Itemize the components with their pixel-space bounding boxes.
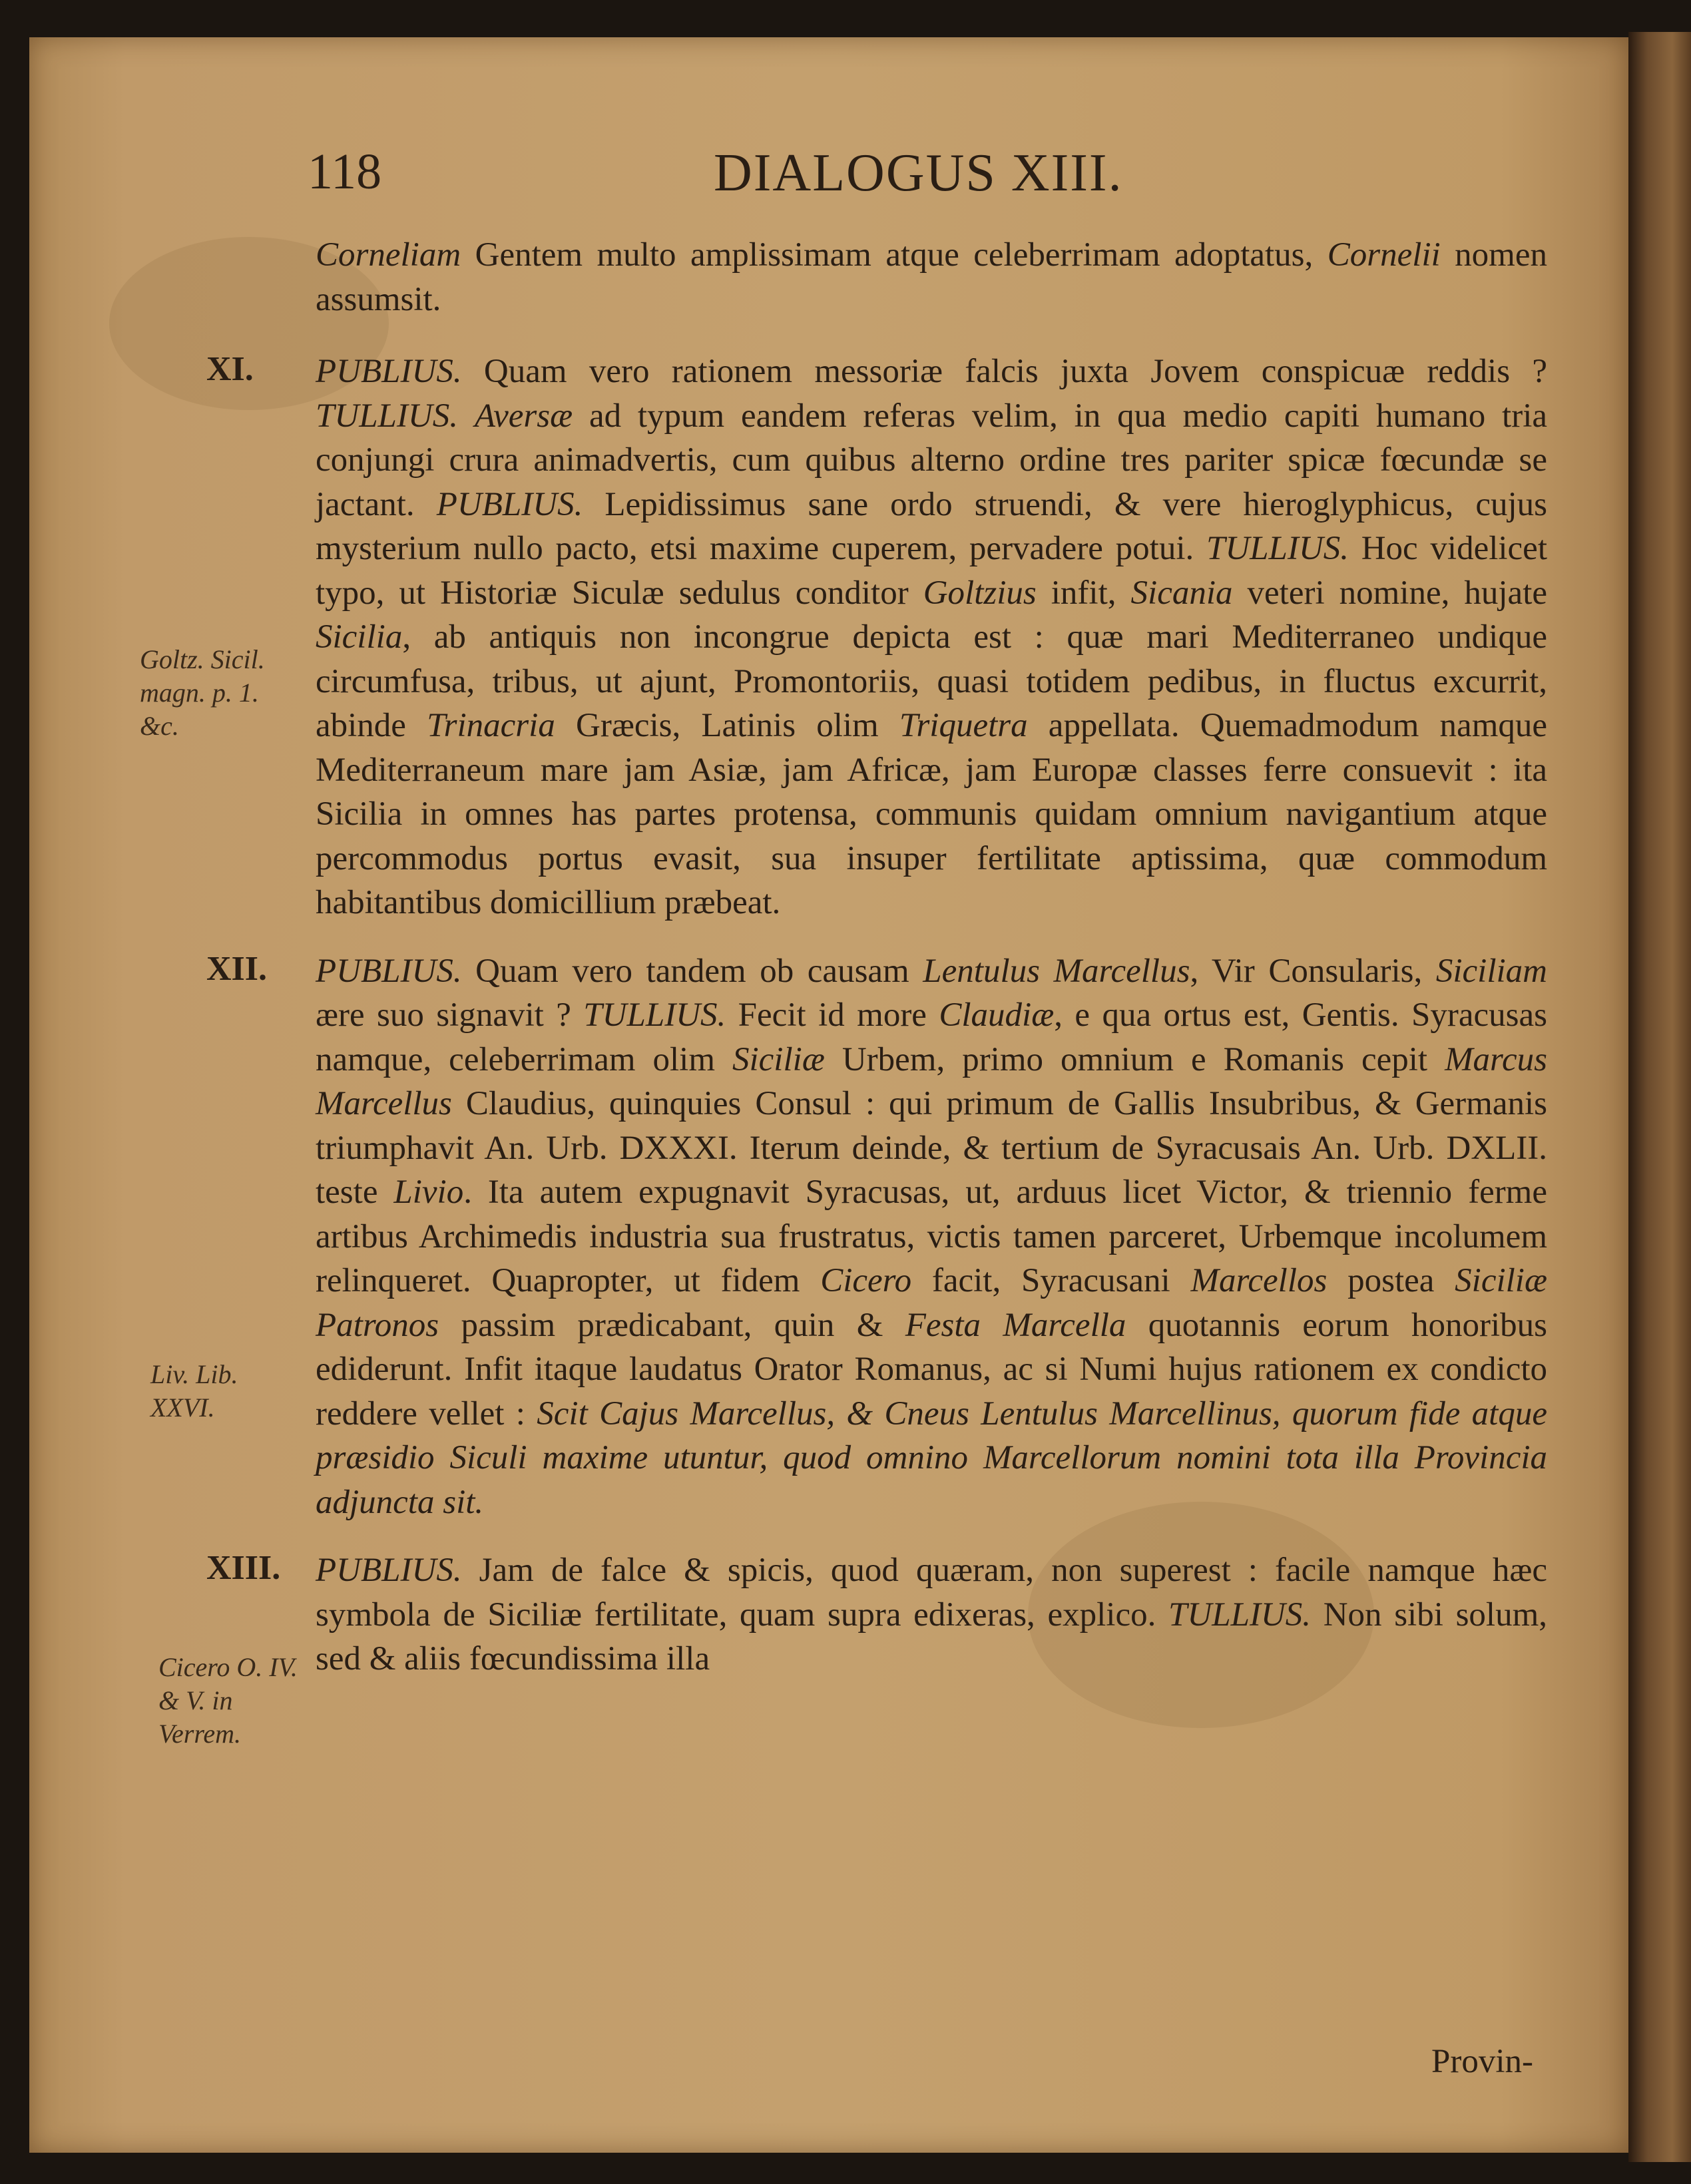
text-run: infit, [1036,574,1131,612]
italic-text: TULLIUS. [1168,1596,1312,1634]
section-number: XI. [206,350,254,388]
paragraph-xiii [206,1548,1548,1681]
italic-text: PUBLIUS. [316,952,462,990]
italic-text: Cicero [820,1262,912,1299]
italic-text: Festa Marcella [905,1306,1126,1344]
paragraph-xi [206,349,1548,925]
text-run: , ab antiquis non incongrue depicta est : quæ mari Mediterraneo undique circumfusa, tribus, ut ajunt, Promontoriis, quasi totidem pedibus, in fluctus excurrit, abinde [316,618,1547,744]
text-run: Quam vero tandem ob causam [461,952,923,990]
italic-text: Cornelii [1327,236,1441,274]
paragraph-text [316,1548,1547,1681]
italic-text: Marcellos [1190,1262,1328,1299]
text-run: ære suo signavit ? [316,996,584,1034]
section-number: XIII. [206,1549,281,1587]
text-run: Non sibi solum, sed & aliis fœcundissima illa [316,1596,1548,1677]
text-run: Hoc videlicet typo, ut Historiæ Siculæ sedulus conditor [316,530,1547,612]
text-run: nomen assumsit. [316,236,1547,318]
text-run: veteri nomine, hujate [1232,574,1547,612]
italic-text: Aversæ [474,397,573,435]
text-run: , Vir Consularis, [1190,952,1436,990]
italic-text: Claudiæ [939,996,1055,1034]
text-run: passim prædicabant, quin & [439,1306,905,1344]
italic-text: Goltzius [923,574,1037,612]
italic-text: Sicania [1130,574,1233,612]
italic-text: Scit Cajus Marcellus, & Cneus Lentulus Marcellinus, quorum fide atque præsidio Siculi maxime utuntur, quod omnino Marcellorum nomini tota illa Provincia adjuncta sit. [316,1395,1547,1521]
italic-text: Siciliam [1435,952,1547,990]
italic-text: Siciliæ Patronos [316,1262,1547,1344]
text-run: ad typum eandem referas velim, in qua medio capiti humano tria conjungi crura animadvertis, cum quibus alterno ordine tres pariter spicæ fœcundæ se jactant. [316,397,1548,523]
italic-text: Trinacria [427,707,555,744]
running-title: DIALOGUS XIII. [714,144,1123,202]
italic-text: Sicilia [316,618,403,656]
italic-text: Lentulus Marcellus [923,952,1190,990]
opening-fragment [316,233,1547,322]
italic-text: TULLIUS. [1206,530,1349,567]
italic-text: Siciliæ [732,1040,825,1078]
paragraph-xii [206,949,1547,1525]
text-run: , e qua ortus est, Gentis. Syracusas namque, celeberrimam olim [316,996,1547,1078]
body-text [206,233,1548,1681]
italic-text: PUBLIUS. [316,353,462,390]
italic-text: TULLIUS. [583,996,726,1034]
page-header [301,143,1526,210]
sidenote-cicero: Cicero O. IV. & V. in Verrem. [158,1652,298,1749]
italic-text: Corneliam [316,236,461,274]
italic-text: Livio [393,1174,464,1211]
section-number: XII. [206,949,268,988]
italic-text: PUBLIUS. [316,1552,462,1589]
page-number: 118 [308,144,382,200]
italic-text: PUBLIUS. [436,485,583,523]
text-run: Jam de falce & spicis, quod quæram, non superest : facile namque hæc symbola de Siciliæ fertilitate, quam supra edixeras, explico. [316,1552,1547,1634]
text-run: Quam vero rationem messoriæ falcis juxta Jovem conspicuæ reddis ? [461,353,1547,390]
adjacent-page-edge [1628,32,1691,2162]
text-run: appellata. Quemadmodum namque Mediterraneum mare jam Asiæ, jam Africæ, jam Europæ classes ferre consuevit : ita Sicilia in omnes has partes protensa, communis quidam omnium navigantium atque percommodus portus evasit, sua insuper fertilitate aptissima, quæ commodum habitantibus domicillium præbeat. [316,707,1547,921]
italic-text: Marcus Marcellus [316,1040,1547,1122]
catchword: Provin- [1431,2043,1533,2080]
italic-text: TULLIUS. [316,397,458,435]
text-run: Lepidissimus sane ordo struendi, & vere hieroglyphicus, cujus mysterium nullo pacto, etsi maxime cuperem, pervadere potui. [316,485,1548,567]
text-run: facit, Syracusani [911,1262,1191,1299]
sidenote-livy: Liv. Lib. XXVI. [150,1359,238,1422]
text-run: Claudius, quinquies Consul : qui primum de Gallis Insubribus, & Germanis triumphavit An. Urb. DXXXI. Iterum deinde, & tertium de Syracusais An. Urb. DXLII. teste [316,1085,1547,1211]
text-run: Græcis, Latinis olim [555,707,899,744]
paragraph-text [316,949,1547,1525]
text-run: Gentem multo amplissimam atque celeberrimam adoptatus, [461,236,1328,274]
text-run: quotannis eorum honoribus ediderunt. Infit itaque laudatus Orator Romanus, ac si Numi hujus rationem ex condicto reddere vellet : [316,1306,1547,1432]
italic-text: Triquetra [899,707,1028,744]
sidenote-goltz: Goltz. Sicil. magn. p. 1. &c. [140,644,265,741]
paragraph-text [316,349,1547,925]
text-run: . Ita autem expugnavit Syracusas, ut, arduus licet Victor, & triennio ferme artibus Archimedis industria sua frustratus, victis tamen parceret, Urbemque incolumem relinqueret. Quapropter, ut fidem [316,1174,1547,1299]
text-run [458,397,475,435]
text-run: Fecit id more [726,996,939,1034]
text-run: postea [1327,1262,1455,1299]
text-run: Urbem, primo omnium e Romanis cepit [824,1040,1445,1078]
